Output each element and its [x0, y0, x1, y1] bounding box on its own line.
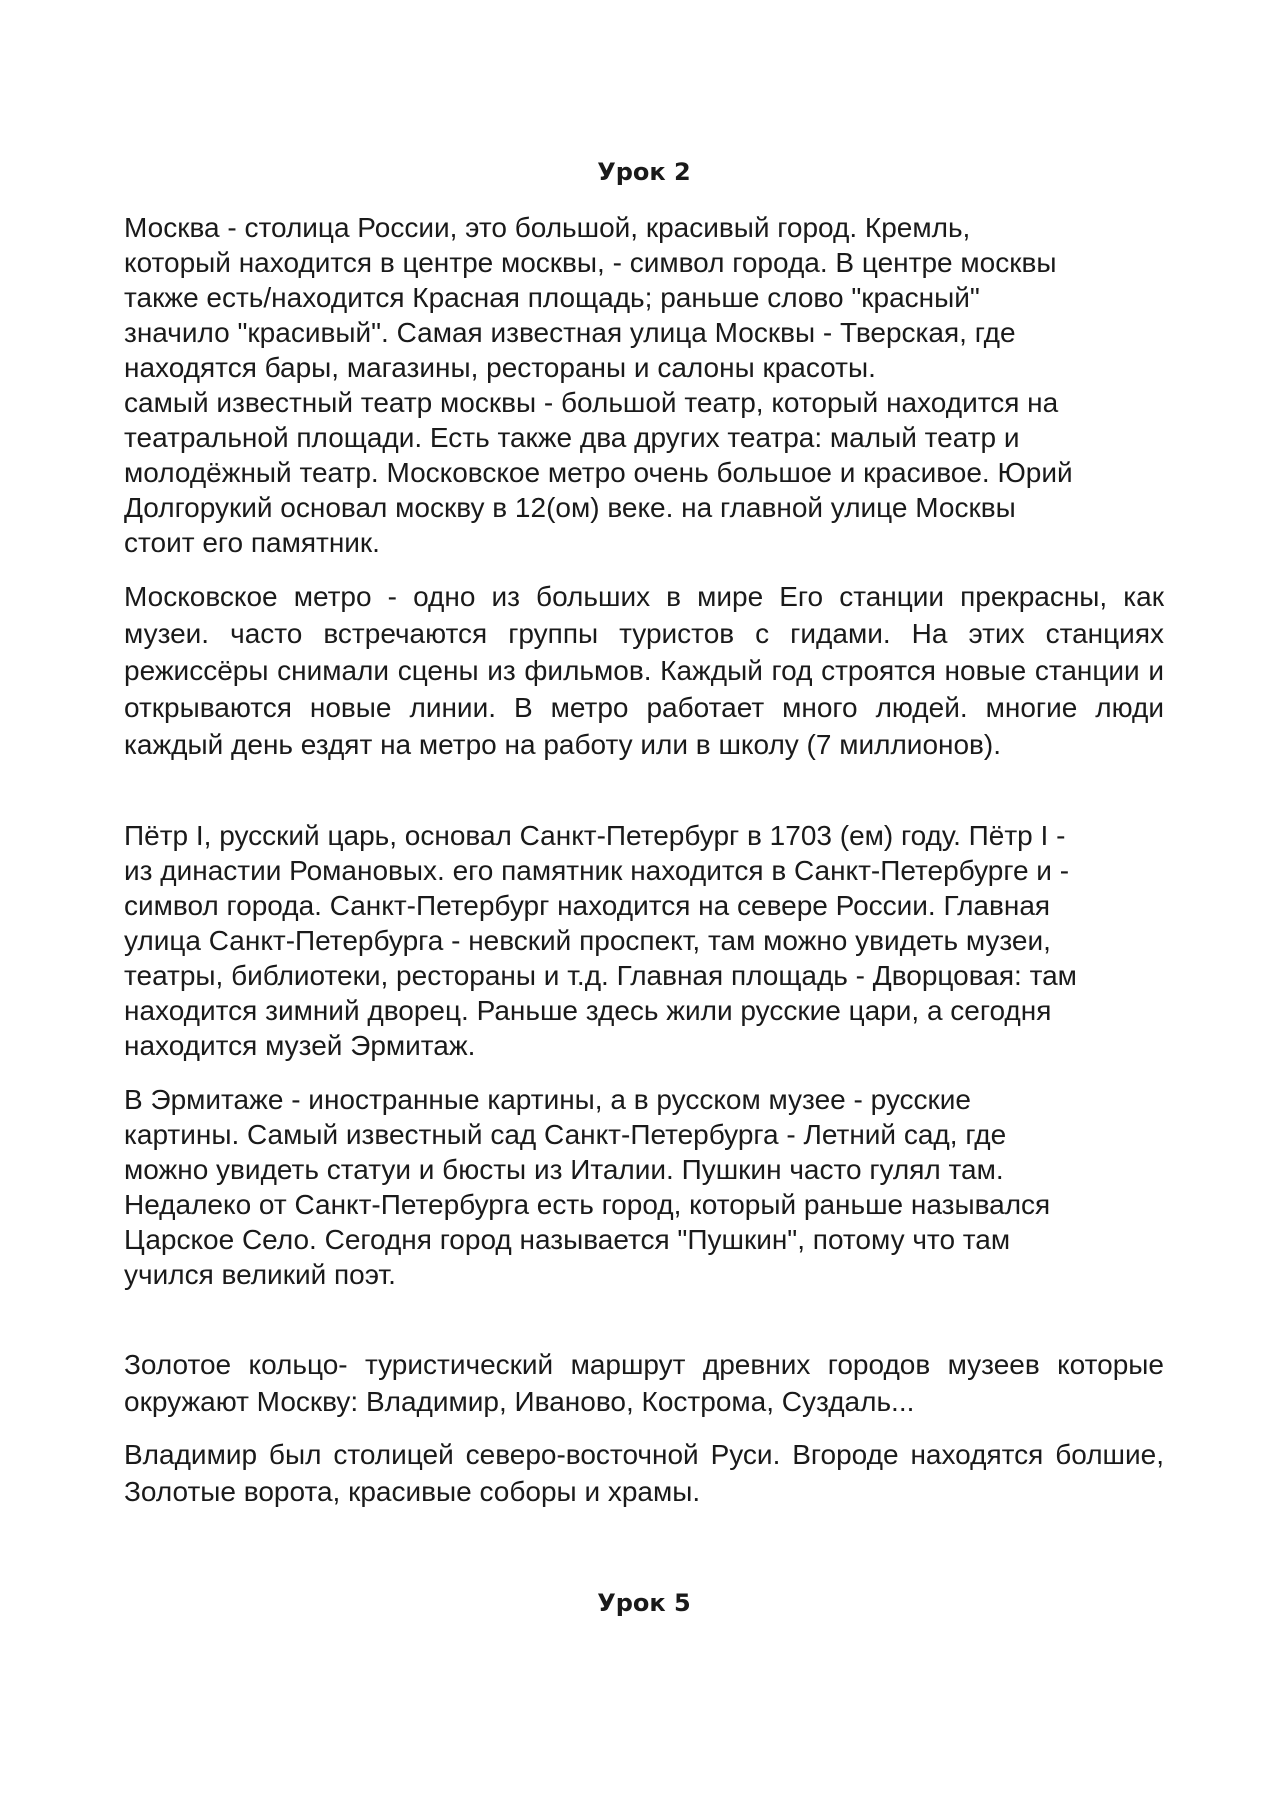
- text-line: учился великий поэт.: [124, 1259, 396, 1290]
- text-line: находится зимний дворец. Раньше здесь жили русские цари, а сегодня: [124, 995, 1052, 1026]
- text-line: улица Санкт-Петербурга - невский проспект, там можно увидеть музеи,: [124, 925, 1051, 956]
- text-line: находятся бары, магазины, рестораны и салоны красоты.: [124, 352, 876, 383]
- paragraph-metro: Московское метро - одно из больших в мире Его станции прекрасны, как музеи. часто встречаются группы туристов с гидами. На этих станциях режиссёры снимали сцены из фильмов. Каждый год строятся новые станции и открываются новые линии. В метро работает много людей. многие люди каждый день ездят на метро на работу или в школу (7 миллионов).: [124, 581, 1164, 760]
- paragraph-hermitage: [124, 1082, 1164, 1292]
- text-line: можно увидеть статуи и бюсты из Италии. Пушкин часто гулял там.: [124, 1154, 1004, 1185]
- text-line: также есть/находится Красная площадь; раньше слово "красный": [124, 282, 980, 313]
- text-line: находится музей Эрмитаж.: [124, 1030, 476, 1061]
- text-line: молодёжный театр. Московское метро очень большое и красивое. Юрий: [124, 457, 1073, 488]
- text-line: картины. Самый известный сад Санкт-Петербурга - Летний сад, где: [124, 1119, 1007, 1150]
- text-line: самый известный театр москвы - большой театр, который находится на: [124, 387, 1059, 418]
- text-line: В Эрмитаже - иностранные картины, а в русском музее - русские: [124, 1084, 971, 1115]
- lesson-heading-2: Урок 5: [597, 1589, 691, 1617]
- text-line: стоит его памятник.: [124, 527, 380, 558]
- text-line: Недалеко от Санкт-Петербурга есть город, который раньше назывался: [124, 1189, 1051, 1220]
- text-line: Долгорукий основал москву в 12(ом) веке. на главной улице Москвы: [124, 492, 1016, 523]
- paragraph-golden-ring: Золотое кольцо- туристический маршрут древних городов музеев которые окружают Москву: Владимир, Иваново, Кострома, Суздаль...: [124, 1349, 1164, 1417]
- paragraph-peter: [124, 818, 1164, 1063]
- text-line: символ города. Санкт-Петербург находится на севере России. Главная: [124, 890, 1051, 921]
- text-line: Царское Село. Сегодня город называется "Пушкин", потому что там: [124, 1224, 1011, 1255]
- text-line: театры, библиотеки, рестораны и т.д. Главная площадь - Дворцовая: там: [124, 960, 1077, 991]
- text-line: театральной площади. Есть также два других театра: малый театр и: [124, 422, 1020, 453]
- text-line: Москва - столица России, это большой, красивый город. Кремль,: [124, 212, 971, 243]
- text-line: который находится в центре москвы, - символ города. В центре москвы: [124, 247, 1057, 278]
- paragraph-vladimir: Владимир был столицей северо-восточной Руси. Вгороде находятся болшие, Золотые ворота, красивые соборы и храмы.: [124, 1439, 1164, 1507]
- text-line: из династии Романовых. его памятник находится в Санкт-Петербурге и -: [124, 855, 1070, 886]
- text-line: значило "красивый". Самая известная улица Москвы - Тверская, где: [124, 317, 1016, 348]
- lesson-heading-1: Урок 2: [597, 158, 691, 186]
- text-line: Пётр I, русский царь, основал Санкт-Петербург в 1703 (ем) году. Пётр I -: [124, 820, 1066, 851]
- paragraph-moscow: [124, 210, 1164, 560]
